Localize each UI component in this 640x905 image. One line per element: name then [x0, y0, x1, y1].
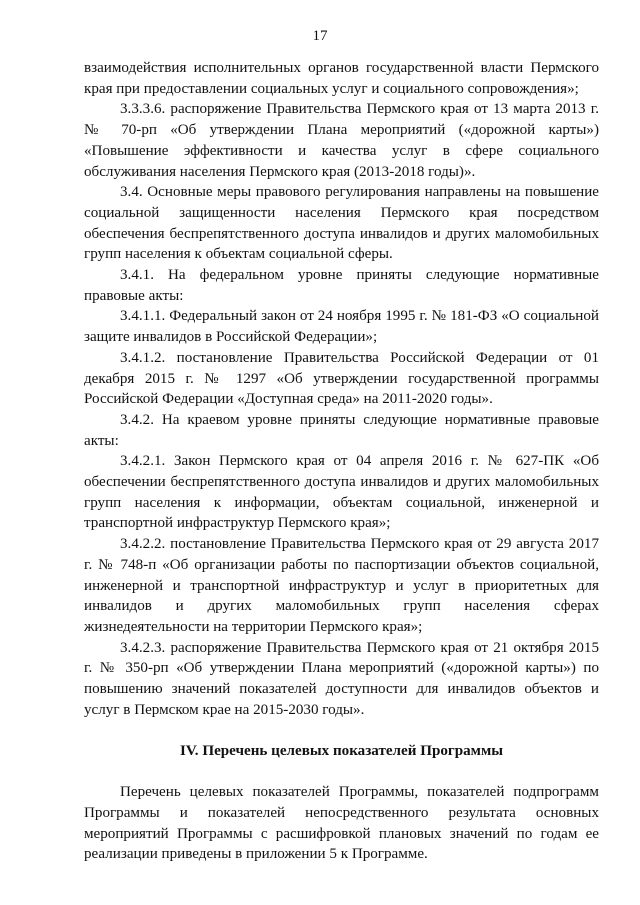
- paragraph-3-4-1-1: 3.4.1.1. Федеральный закон от 24 ноября 1995 г. № 181-ФЗ «О социальной защите инвалидов в Российской Федерации»;: [84, 308, 599, 346]
- paragraph-3-3-3-6: 3.3.3.6. распоряжение Правительства Пермского края от 13 марта 2013 г. № 70-рп «Об утверждении Плана мероприятий («дорожной карты») «Повышение эффективности и качества услуг в сфере социального обслуживания населения Пермского края (2013-2018 годы)».: [84, 101, 599, 180]
- paragraph-3-4-1-2: 3.4.1.2. постановление Правительства Российской Федерации от 01 декабря 2015 г. № 1297 «Об утверждении государственной программы Российской Федерации «Доступная среда» на 2011-2020 годы».: [84, 349, 599, 408]
- document-body: [84, 58, 599, 865]
- paragraph-3-4-1: 3.4.1. На федеральном уровне приняты следующие нормативные правовые акты:: [84, 267, 599, 304]
- paragraph-3-4: 3.4. Основные меры правового регулирования направлены на повышение социальной защищенности населения Пермского края посредством обеспечения беспрепятственного доступа инвалидов и других маломобильных групп населения к объектам социальной сферы.: [84, 184, 599, 263]
- section-paragraph: Перечень целевых показателей Программы, показателей подпрограмм Программы и показателей непосредственного результата основных мероприятий Программы с расшифровкой плановых значений по годам ее реализации приведены в приложении 5 к Программе.: [84, 784, 599, 863]
- paragraph-3-4-2-2: 3.4.2.2. постановление Правительства Пермского края от 29 августа 2017 г. № 748-п «Об организации работы по паспортизации объектов социальной, инженерной и транспортной инфраструктур и услуг в приоритетных для инвалидов и других маломобильных групп населения сферах жизнедеятельности на территории Пермского края»;: [84, 536, 599, 635]
- paragraph-3-4-2-3: 3.4.2.3. распоряжение Правительства Пермского края от 21 октября 2015 г. № 350-рп «Об утверждении Плана мероприятий («дорожной карты») по повышению значений показателей доступности для инвалидов объектов и услуг в Пермском крае на 2015-2030 годы».: [84, 639, 599, 718]
- page-number: 17: [312, 28, 328, 44]
- section-heading: IV. Перечень целевых показателей Программы: [179, 742, 504, 759]
- paragraph-continuation: взаимодействия исполнительных органов государственной власти Пермского края при предоставлении социальных услуг и социального сопровождения»;: [84, 60, 599, 97]
- paragraph-3-4-2: 3.4.2. На краевом уровне приняты следующие нормативные правовые акты:: [84, 411, 599, 449]
- paragraph-3-4-2-1: 3.4.2.1. Закон Пермского края от 04 апреля 2016 г. № 627-ПК «Об обеспечении беспрепятственного доступа инвалидов и других маломобильных групп населения к информации, объектам социальной, инженерной и транспортной инфраструктур Пермского края»;: [84, 453, 599, 532]
